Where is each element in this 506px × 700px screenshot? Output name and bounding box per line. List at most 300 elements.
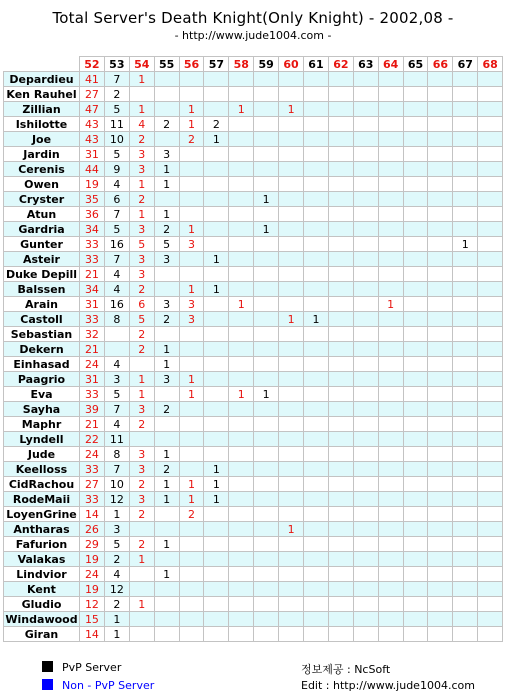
- level-count-cell: [453, 402, 478, 417]
- level-count-cell: [328, 402, 353, 417]
- column-header-62: 62: [328, 57, 353, 72]
- level-count-cell: [179, 357, 204, 372]
- level-count-cell: [403, 402, 428, 417]
- level-count-cell: 1: [129, 597, 154, 612]
- level-count-cell: [453, 582, 478, 597]
- level-count-cell: [403, 147, 428, 162]
- level-count-cell: [179, 597, 204, 612]
- level-count-cell: [229, 597, 254, 612]
- level-count-cell: [353, 537, 378, 552]
- level-count-cell: [254, 237, 279, 252]
- level-count-cell: [304, 492, 329, 507]
- level-count-cell: [279, 222, 304, 237]
- level-count-cell: [154, 522, 179, 537]
- level-count-cell: [179, 342, 204, 357]
- level-count-cell: [378, 132, 403, 147]
- level-count-cell: [378, 177, 403, 192]
- level-count-cell: [453, 297, 478, 312]
- level-count-cell: [229, 312, 254, 327]
- level-count-cell: [254, 252, 279, 267]
- level-count-cell: [403, 207, 428, 222]
- level-count-cell: [453, 507, 478, 522]
- level-count-cell: [453, 117, 478, 132]
- level-count-cell: [204, 237, 229, 252]
- level-count-cell: [229, 492, 254, 507]
- level-count-cell: [428, 327, 453, 342]
- level-count-cell: [254, 177, 279, 192]
- level-count-cell: [403, 177, 428, 192]
- level-count-cell: [378, 432, 403, 447]
- level-count-cell: 44: [80, 162, 105, 177]
- level-count-cell: [478, 192, 503, 207]
- character-name: Owen: [4, 177, 80, 192]
- level-count-cell: [428, 492, 453, 507]
- level-count-cell: [279, 237, 304, 252]
- table-row: [4, 342, 503, 357]
- level-count-cell: 1: [453, 237, 478, 252]
- level-count-cell: [254, 477, 279, 492]
- level-count-cell: [328, 312, 353, 327]
- level-count-cell: [453, 102, 478, 117]
- level-count-cell: [304, 297, 329, 312]
- column-header-66: 66: [428, 57, 453, 72]
- level-count-cell: [328, 522, 353, 537]
- level-count-cell: 3: [129, 252, 154, 267]
- level-count-cell: [353, 327, 378, 342]
- level-count-cell: [154, 552, 179, 567]
- table-row: [4, 507, 503, 522]
- level-count-cell: [403, 597, 428, 612]
- level-count-cell: [204, 177, 229, 192]
- level-count-cell: [453, 252, 478, 267]
- level-count-cell: [428, 297, 453, 312]
- level-count-cell: [478, 612, 503, 627]
- level-count-cell: [229, 132, 254, 147]
- level-count-cell: [254, 462, 279, 477]
- level-count-cell: [428, 147, 453, 162]
- level-count-cell: 2: [154, 117, 179, 132]
- table-row: [4, 102, 503, 117]
- level-count-cell: [478, 177, 503, 192]
- level-count-cell: [304, 162, 329, 177]
- level-count-cell: [403, 567, 428, 582]
- level-count-cell: [304, 267, 329, 282]
- level-count-cell: [179, 252, 204, 267]
- level-count-cell: [254, 102, 279, 117]
- level-count-cell: [179, 417, 204, 432]
- level-count-cell: [179, 72, 204, 87]
- level-count-cell: 1: [179, 222, 204, 237]
- level-count-cell: [378, 537, 403, 552]
- level-count-cell: [378, 447, 403, 462]
- level-count-cell: 2: [204, 117, 229, 132]
- level-count-cell: 1: [104, 627, 129, 642]
- level-count-cell: [304, 417, 329, 432]
- level-count-cell: 7: [104, 402, 129, 417]
- level-count-cell: [453, 432, 478, 447]
- level-count-cell: [204, 297, 229, 312]
- level-count-cell: [353, 552, 378, 567]
- credit-edit-link[interactable]: Edit : http://www.jude1004.com: [301, 679, 475, 692]
- level-count-cell: 10: [104, 477, 129, 492]
- level-count-cell: 5: [129, 312, 154, 327]
- level-count-cell: [204, 537, 229, 552]
- level-count-cell: 5: [129, 237, 154, 252]
- level-count-cell: [478, 102, 503, 117]
- level-count-cell: [229, 177, 254, 192]
- level-count-cell: 24: [80, 357, 105, 372]
- level-count-cell: [428, 582, 453, 597]
- table-row: [4, 372, 503, 387]
- level-count-cell: [378, 627, 403, 642]
- level-count-cell: [478, 237, 503, 252]
- level-count-cell: [204, 267, 229, 282]
- level-count-cell: 2: [179, 132, 204, 147]
- level-count-cell: [353, 462, 378, 477]
- level-count-cell: [254, 147, 279, 162]
- level-count-cell: 2: [154, 222, 179, 237]
- level-count-cell: [154, 327, 179, 342]
- level-count-cell: 1: [279, 522, 304, 537]
- level-count-cell: 33: [80, 387, 105, 402]
- level-count-cell: [428, 552, 453, 567]
- level-count-cell: [378, 207, 403, 222]
- level-count-cell: [403, 192, 428, 207]
- level-count-cell: [204, 222, 229, 237]
- level-count-cell: [279, 402, 304, 417]
- level-count-cell: [403, 582, 428, 597]
- level-count-cell: [204, 147, 229, 162]
- level-count-cell: [229, 552, 254, 567]
- level-count-cell: 1: [154, 177, 179, 192]
- level-count-cell: 7: [104, 252, 129, 267]
- level-count-cell: [353, 207, 378, 222]
- level-count-cell: 3: [154, 252, 179, 267]
- level-count-cell: 4: [104, 567, 129, 582]
- level-count-cell: [279, 72, 304, 87]
- level-count-cell: 1: [229, 102, 254, 117]
- level-count-cell: 3: [104, 372, 129, 387]
- level-count-cell: [453, 522, 478, 537]
- level-count-cell: [229, 507, 254, 522]
- level-count-cell: [279, 327, 304, 342]
- level-count-cell: [254, 432, 279, 447]
- level-count-cell: [179, 627, 204, 642]
- table-row: [4, 222, 503, 237]
- level-count-cell: [204, 552, 229, 567]
- level-count-cell: [229, 627, 254, 642]
- level-count-cell: 5: [104, 537, 129, 552]
- column-header-55: 55: [154, 57, 179, 72]
- level-count-cell: [254, 567, 279, 582]
- level-count-cell: [328, 537, 353, 552]
- level-count-cell: [453, 207, 478, 222]
- level-count-cell: 27: [80, 477, 105, 492]
- level-count-cell: 3: [104, 522, 129, 537]
- level-count-cell: [229, 282, 254, 297]
- level-count-cell: 2: [129, 537, 154, 552]
- level-count-cell: [353, 567, 378, 582]
- level-count-cell: [403, 117, 428, 132]
- level-count-cell: [279, 492, 304, 507]
- table-row: [4, 312, 503, 327]
- level-count-cell: [204, 522, 229, 537]
- level-count-cell: [428, 627, 453, 642]
- level-count-cell: [304, 567, 329, 582]
- level-count-cell: [179, 612, 204, 627]
- level-count-cell: [328, 357, 353, 372]
- level-count-cell: [328, 297, 353, 312]
- level-count-cell: [428, 222, 453, 237]
- level-count-cell: [378, 552, 403, 567]
- level-count-cell: [279, 432, 304, 447]
- level-count-cell: 1: [129, 387, 154, 402]
- table-row: [4, 207, 503, 222]
- level-count-cell: 1: [279, 102, 304, 117]
- table-row: [4, 492, 503, 507]
- level-count-cell: 1: [154, 342, 179, 357]
- level-count-cell: [304, 327, 329, 342]
- level-count-cell: [453, 162, 478, 177]
- level-count-cell: [304, 627, 329, 642]
- level-count-cell: 1: [129, 552, 154, 567]
- level-count-cell: [254, 117, 279, 132]
- level-count-cell: [254, 402, 279, 417]
- level-count-cell: [154, 582, 179, 597]
- level-count-cell: [204, 417, 229, 432]
- level-count-cell: [229, 87, 254, 102]
- level-count-cell: [154, 417, 179, 432]
- level-count-cell: [428, 612, 453, 627]
- table-row: [4, 582, 503, 597]
- level-count-cell: [378, 147, 403, 162]
- character-name: Cerenis: [4, 162, 80, 177]
- level-count-cell: 2: [154, 312, 179, 327]
- level-count-cell: [403, 387, 428, 402]
- level-count-cell: [478, 447, 503, 462]
- level-count-cell: [254, 87, 279, 102]
- level-count-cell: 22: [80, 432, 105, 447]
- level-count-cell: [254, 207, 279, 222]
- level-count-cell: [453, 447, 478, 462]
- table-row: [4, 147, 503, 162]
- level-count-cell: [179, 177, 204, 192]
- level-count-cell: 4: [129, 117, 154, 132]
- level-count-cell: [328, 432, 353, 447]
- level-count-cell: [353, 312, 378, 327]
- character-name: Jude: [4, 447, 80, 462]
- character-name: Eva: [4, 387, 80, 402]
- level-count-cell: [428, 132, 453, 147]
- table-row: [4, 417, 503, 432]
- level-count-cell: [229, 192, 254, 207]
- level-count-cell: [403, 462, 428, 477]
- level-count-cell: [279, 117, 304, 132]
- level-count-cell: 3: [154, 147, 179, 162]
- level-count-cell: [204, 87, 229, 102]
- table-row: [4, 432, 503, 447]
- level-count-cell: [179, 462, 204, 477]
- level-count-cell: [478, 282, 503, 297]
- level-count-cell: [403, 357, 428, 372]
- level-count-cell: 1: [129, 72, 154, 87]
- table-row: [4, 267, 503, 282]
- level-count-cell: [378, 612, 403, 627]
- level-count-cell: [254, 417, 279, 432]
- level-count-cell: [279, 132, 304, 147]
- legend-pvp: [42, 661, 121, 674]
- level-count-cell: [279, 387, 304, 402]
- level-count-cell: [279, 87, 304, 102]
- character-name: Gludio: [4, 597, 80, 612]
- level-count-cell: [254, 357, 279, 372]
- level-count-cell: [279, 297, 304, 312]
- level-count-cell: [378, 252, 403, 267]
- level-count-cell: [154, 267, 179, 282]
- level-count-cell: 1: [154, 162, 179, 177]
- level-count-cell: [279, 627, 304, 642]
- character-name: Atun: [4, 207, 80, 222]
- level-count-cell: [403, 552, 428, 567]
- column-header-57: 57: [204, 57, 229, 72]
- level-count-cell: 3: [179, 312, 204, 327]
- level-count-cell: 1: [129, 102, 154, 117]
- level-count-cell: [453, 597, 478, 612]
- level-count-cell: [428, 267, 453, 282]
- level-count-cell: 1: [229, 297, 254, 312]
- level-count-cell: [478, 522, 503, 537]
- level-count-cell: [478, 372, 503, 387]
- level-count-cell: 1: [129, 207, 154, 222]
- level-count-cell: [403, 312, 428, 327]
- level-count-cell: [353, 222, 378, 237]
- level-count-cell: [453, 267, 478, 282]
- level-count-cell: [254, 162, 279, 177]
- nonpvp-square-icon: [42, 679, 53, 690]
- table-row: [4, 237, 503, 252]
- level-count-cell: 7: [104, 462, 129, 477]
- level-count-cell: [478, 222, 503, 237]
- level-count-cell: [378, 372, 403, 387]
- column-header-65: 65: [403, 57, 428, 72]
- level-count-cell: [378, 192, 403, 207]
- table-row: [4, 327, 503, 342]
- level-count-cell: 29: [80, 537, 105, 552]
- level-count-cell: 3: [129, 222, 154, 237]
- table-row: [4, 72, 503, 87]
- level-count-cell: 34: [80, 282, 105, 297]
- character-name: Ishilotte: [4, 117, 80, 132]
- level-count-cell: [378, 387, 403, 402]
- level-count-cell: 33: [80, 462, 105, 477]
- level-count-cell: [229, 522, 254, 537]
- level-count-cell: 1: [378, 297, 403, 312]
- level-count-cell: [279, 612, 304, 627]
- level-count-cell: 16: [104, 297, 129, 312]
- level-count-cell: [304, 102, 329, 117]
- credit-source: 정보제공 : NcSoft: [301, 663, 391, 676]
- level-count-cell: [254, 282, 279, 297]
- level-count-cell: [179, 402, 204, 417]
- level-count-cell: [403, 237, 428, 252]
- level-count-cell: [453, 627, 478, 642]
- level-count-cell: [279, 177, 304, 192]
- level-count-cell: [403, 72, 428, 87]
- level-count-cell: [254, 72, 279, 87]
- level-count-cell: 1: [154, 492, 179, 507]
- level-count-cell: 31: [80, 147, 105, 162]
- level-count-cell: [304, 132, 329, 147]
- level-count-cell: [179, 327, 204, 342]
- level-count-cell: 1: [154, 357, 179, 372]
- level-count-cell: [378, 72, 403, 87]
- level-count-cell: [428, 432, 453, 447]
- level-count-cell: [328, 612, 353, 627]
- level-count-cell: 7: [104, 72, 129, 87]
- level-count-cell: 1: [154, 477, 179, 492]
- character-name: Antharas: [4, 522, 80, 537]
- level-count-cell: [428, 87, 453, 102]
- level-count-cell: [129, 87, 154, 102]
- level-count-cell: [378, 417, 403, 432]
- level-count-cell: [403, 267, 428, 282]
- level-count-cell: 47: [80, 102, 105, 117]
- level-count-cell: [478, 462, 503, 477]
- level-count-cell: [403, 222, 428, 237]
- table-row: [4, 567, 503, 582]
- level-count-cell: [353, 117, 378, 132]
- level-count-cell: [129, 582, 154, 597]
- level-count-cell: [353, 72, 378, 87]
- level-count-cell: 26: [80, 522, 105, 537]
- level-count-cell: [428, 237, 453, 252]
- character-name: Valakas: [4, 552, 80, 567]
- level-count-cell: [453, 147, 478, 162]
- level-count-cell: [304, 117, 329, 132]
- column-header-59: 59: [254, 57, 279, 72]
- level-count-cell: [353, 582, 378, 597]
- level-count-cell: [229, 432, 254, 447]
- level-count-cell: 2: [129, 507, 154, 522]
- level-count-cell: 8: [104, 312, 129, 327]
- level-count-cell: 11: [104, 432, 129, 447]
- level-count-cell: 1: [254, 387, 279, 402]
- level-count-cell: [129, 612, 154, 627]
- level-count-cell: [254, 582, 279, 597]
- level-count-cell: 31: [80, 372, 105, 387]
- level-count-cell: [154, 387, 179, 402]
- level-count-cell: 1: [129, 372, 154, 387]
- level-count-cell: [229, 237, 254, 252]
- level-count-cell: 3: [154, 372, 179, 387]
- level-count-cell: 1: [254, 192, 279, 207]
- level-count-cell: [229, 207, 254, 222]
- level-count-cell: [204, 357, 229, 372]
- level-count-cell: 1: [154, 207, 179, 222]
- level-count-cell: [204, 192, 229, 207]
- level-count-cell: [229, 342, 254, 357]
- level-count-cell: [403, 132, 428, 147]
- character-name: Joe: [4, 132, 80, 147]
- level-count-cell: [229, 222, 254, 237]
- level-count-cell: 2: [129, 327, 154, 342]
- pvp-square-icon: [42, 661, 53, 672]
- level-count-cell: 1: [204, 282, 229, 297]
- level-count-cell: [179, 267, 204, 282]
- level-count-cell: 1: [179, 372, 204, 387]
- column-header-63: 63: [353, 57, 378, 72]
- level-count-cell: [304, 582, 329, 597]
